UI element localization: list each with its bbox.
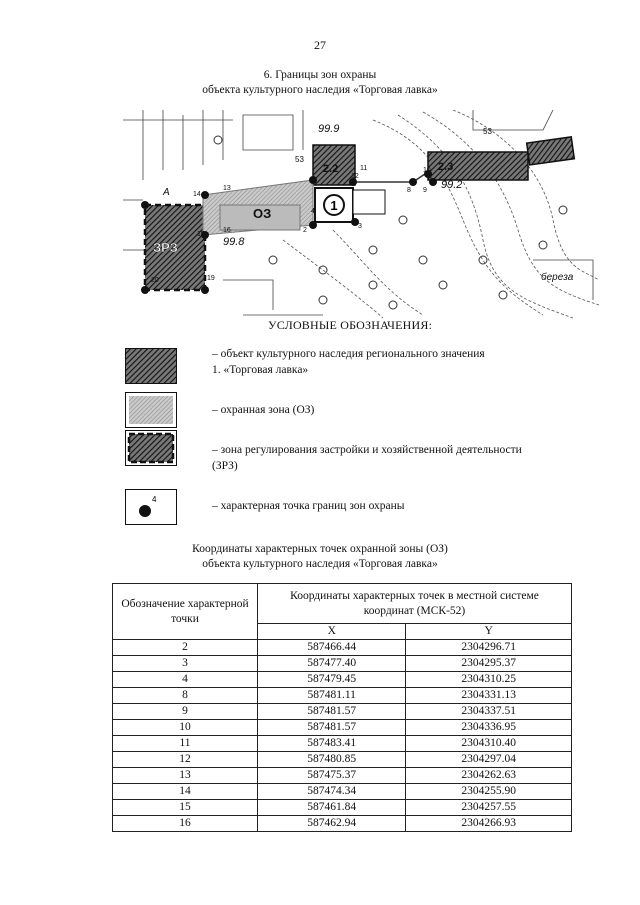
cell-y: 2304266.93 — [406, 816, 572, 832]
cell-point: 13 — [113, 768, 258, 784]
point-label: 20 — [151, 277, 159, 284]
tree-label: береза — [541, 272, 574, 283]
section-heading — [0, 68, 640, 98]
table-row — [113, 720, 572, 736]
cell-x: 587475.37 — [258, 768, 406, 784]
point-marker — [201, 286, 209, 294]
cell-x: 587462.94 — [258, 816, 406, 832]
col-header-x: X — [258, 624, 406, 640]
cell-x: 587474.34 — [258, 784, 406, 800]
cell-x: 587466.44 — [258, 640, 406, 656]
cell-point: 9 — [113, 704, 258, 720]
heading-line-2: объекта культурного наследия «Торговая лавка» — [202, 84, 438, 96]
cell-y: 2304257.55 — [406, 800, 572, 816]
cell-x: 587477.40 — [258, 656, 406, 672]
point-marker — [409, 178, 417, 186]
point-label: 15 — [197, 231, 205, 238]
contour-label: 53 — [483, 127, 492, 136]
point-label: 16 — [223, 227, 231, 234]
cell-point: 15 — [113, 800, 258, 816]
point-label: 2 — [303, 227, 307, 234]
legend-zrz-swatch — [125, 430, 177, 466]
table-row — [113, 688, 572, 704]
point-label: 11 — [360, 165, 368, 172]
legend-point-swatch — [125, 489, 177, 525]
map-letter-label: A — [163, 187, 170, 198]
legend-item-zrz-line-1: – зона регулирования застройки и хозяйственной деятельности — [212, 444, 522, 456]
table-row — [113, 768, 572, 784]
point-marker-icon — [139, 505, 151, 517]
elevation-label: 99.9 — [318, 123, 340, 135]
cell-y: 2304310.40 — [406, 736, 572, 752]
cell-y: 2304337.51 — [406, 704, 572, 720]
cell-x: 587479.45 — [258, 672, 406, 688]
table-row — [113, 784, 572, 800]
cell-x: 587461.84 — [258, 800, 406, 816]
heading-line-1: 6. Границы зон охраны — [263, 69, 377, 81]
building-label-2-3: 2.3 — [438, 161, 454, 173]
cell-x: 587483.41 — [258, 736, 406, 752]
point-marker — [201, 191, 209, 199]
point-label: 19 — [207, 275, 215, 282]
cell-point: 2 — [113, 640, 258, 656]
table-row — [113, 800, 572, 816]
object-number: 1 — [330, 198, 338, 213]
cell-point: 10 — [113, 720, 258, 736]
legend-item-point-line-1: – характерная точка границ зон охраны — [212, 500, 405, 512]
legend-item-object-line-2: 1. «Торговая лавка» — [212, 364, 309, 376]
point-label: 14 — [193, 191, 201, 198]
cell-y: 2304262.63 — [406, 768, 572, 784]
cell-point: 12 — [113, 752, 258, 768]
cell-x: 587480.85 — [258, 752, 406, 768]
point-marker — [429, 178, 437, 186]
table-row — [113, 656, 572, 672]
cell-point: 11 — [113, 736, 258, 752]
cell-y: 2304297.04 — [406, 752, 572, 768]
cell-y: 2304295.37 — [406, 656, 572, 672]
oz-label: ОЗ — [253, 206, 272, 221]
legend-item-object — [212, 346, 572, 378]
table-row — [113, 672, 572, 688]
table-caption-line-2: объекта культурного наследия «Торговая лавка» — [202, 558, 438, 570]
cell-y: 2304296.71 — [406, 640, 572, 656]
cell-point: 16 — [113, 816, 258, 832]
coordinates-table — [112, 583, 572, 832]
col-header-coordinates: Координаты характерных точек в местной системе координат (МСК-52) — [258, 584, 572, 624]
cell-x: 587481.57 — [258, 720, 406, 736]
adjacent-building — [353, 190, 385, 214]
legend-item-zrz — [212, 442, 572, 474]
zrz-label: ЗРЗ — [153, 240, 178, 255]
point-label: 10 — [423, 167, 431, 174]
point-label: 3 — [358, 223, 362, 230]
point-label: 9 — [423, 187, 427, 194]
cell-y: 2304336.95 — [406, 720, 572, 736]
cell-point: 4 — [113, 672, 258, 688]
building-label-2-2: 2.2 — [323, 163, 339, 175]
cell-y: 2304331.13 — [406, 688, 572, 704]
table-row — [113, 816, 572, 832]
legend-item-zrz-line-2: (ЗРЗ) — [212, 460, 238, 472]
cell-x: 587481.11 — [258, 688, 406, 704]
contour-label: 53 — [295, 155, 304, 164]
protection-zones-map — [123, 110, 600, 320]
legend-object-swatch — [125, 348, 177, 384]
legend-oz-swatch — [125, 392, 177, 428]
point-label: 13 — [223, 185, 231, 192]
col-header-point: Обозначение характерной точки — [113, 584, 258, 640]
point-label: 4 — [311, 208, 315, 215]
table-row — [113, 704, 572, 720]
page-number: 27 — [314, 38, 326, 52]
point-marker — [309, 176, 317, 184]
cell-y: 2304310.25 — [406, 672, 572, 688]
elevation-label: 99.2 — [441, 179, 463, 191]
table-caption-line-1: Координаты характерных точек охранной зоны (ОЗ) — [192, 543, 448, 555]
legend-title: УСЛОВНЫЕ ОБОЗНАЧЕНИЯ: — [268, 318, 433, 332]
legend-item-object-line-1: – объект культурного наследия регионального значения — [212, 348, 485, 360]
legend-item-oz — [212, 402, 572, 418]
cell-point: 8 — [113, 688, 258, 704]
legend-point-number: 4 — [152, 495, 157, 504]
point-marker — [141, 286, 149, 294]
cell-point: 3 — [113, 656, 258, 672]
cell-x: 587481.57 — [258, 704, 406, 720]
cell-point: 14 — [113, 784, 258, 800]
point-marker — [309, 221, 317, 229]
table-row — [113, 736, 572, 752]
table-row — [113, 640, 572, 656]
point-label: 8 — [407, 187, 411, 194]
cell-y: 2304255.90 — [406, 784, 572, 800]
table-caption — [0, 542, 640, 572]
table-row — [113, 752, 572, 768]
point-marker — [141, 201, 149, 209]
legend-item-point — [212, 498, 572, 514]
col-header-y: Y — [406, 624, 572, 640]
point-label: 12 — [351, 173, 359, 180]
elevation-label: 99.8 — [223, 236, 245, 248]
table-body — [113, 640, 572, 832]
legend-item-oz-line-1: – охранная зона (ОЗ) — [212, 404, 315, 416]
